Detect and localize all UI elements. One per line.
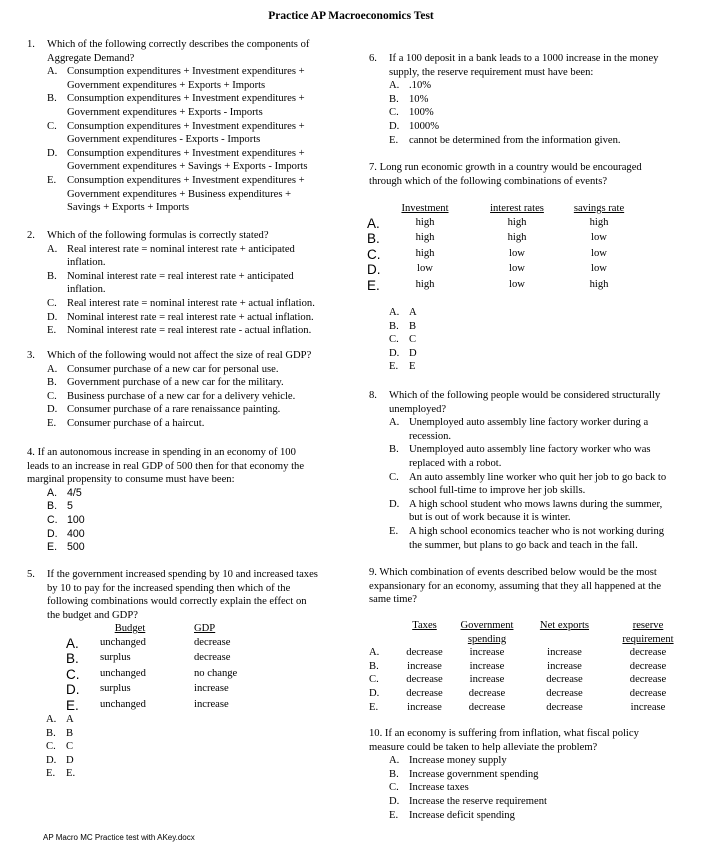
option-letter: A. — [47, 66, 58, 78]
table-header-row — [367, 202, 629, 216]
cell-budget: unchanged — [100, 636, 146, 648]
option-text: 5 — [67, 500, 73, 513]
option-text: B — [409, 320, 417, 332]
cell-res: decrease — [629, 647, 667, 659]
table-row[interactable] — [367, 262, 629, 278]
option-letter: A. — [389, 755, 400, 767]
option[interactable] — [27, 417, 357, 431]
option-letter: E. — [389, 134, 399, 146]
option-text: Government expenditures - Exports - Imports — [67, 134, 261, 146]
option[interactable] — [27, 390, 357, 404]
option-text: Increase deficit spending — [409, 809, 515, 821]
cell-gdp: decrease — [194, 652, 231, 664]
cell-net: decrease — [546, 687, 583, 699]
cell-net: increase — [547, 647, 582, 659]
option-letter: C. — [389, 334, 399, 346]
option-text: Increase money supply — [409, 755, 507, 767]
option-letter: B. — [47, 93, 57, 105]
option-text: A — [409, 307, 417, 318]
option-text: A high school economics teacher who is not working during — [409, 525, 665, 537]
option[interactable] — [27, 92, 347, 119]
table-row[interactable] — [66, 651, 237, 667]
cell-gov: increase — [469, 674, 505, 686]
option[interactable] — [369, 795, 699, 809]
option-text: 100% — [409, 107, 434, 119]
question-10 — [369, 727, 699, 822]
column-header: Budget — [114, 623, 146, 634]
stem-line: 10. If an economy is suffering from inflation, what fiscal policy — [369, 728, 639, 739]
option-letter: E. — [47, 417, 57, 429]
row-letter: E. — [66, 697, 79, 713]
row-letter: E. — [367, 277, 380, 293]
cell-savings: low — [591, 247, 607, 259]
answer-option[interactable] — [27, 767, 75, 781]
option-text: but is out of work because it is winter. — [409, 512, 571, 524]
answer-option[interactable] — [369, 347, 417, 361]
row-letter: A. — [66, 635, 79, 651]
option[interactable] — [27, 311, 357, 325]
option-letter: E. — [389, 361, 399, 373]
option-letter: D. — [47, 147, 58, 159]
option[interactable] — [27, 514, 357, 528]
option-text: Government expenditures + Savings + Exports - Imports — [67, 161, 308, 173]
question-1 — [27, 38, 347, 215]
option-text: Nominal interest rate = real interest rate - actual inflation. — [67, 325, 312, 337]
column-header: Government spending — [460, 620, 514, 645]
option-text: Consumption expenditures + Investment expenditures + — [67, 93, 305, 105]
column-header: GDP — [194, 623, 216, 634]
cell-savings: high — [589, 216, 609, 228]
option[interactable] — [369, 416, 699, 443]
option-letter: C. — [389, 782, 399, 794]
option-letter: B. — [47, 270, 57, 282]
option-letter: A. — [46, 714, 57, 725]
row-letter: E. — [369, 701, 379, 713]
cell-gov: increase — [469, 647, 505, 659]
option-text: Savings + Exports + Imports — [67, 202, 190, 214]
page-title: Practice AP Macroeconomics Test — [268, 10, 434, 22]
option-text: 500 — [67, 541, 85, 554]
cell-interest: high — [507, 216, 527, 228]
cell-taxes: decrease — [406, 647, 443, 659]
cell-net: decrease — [546, 701, 583, 713]
option-letter: E. — [389, 809, 399, 821]
cell-gov: increase — [469, 660, 505, 672]
option[interactable] — [27, 528, 357, 542]
option[interactable] — [27, 65, 347, 92]
question-6 — [369, 52, 699, 147]
option-letter: C. — [46, 741, 56, 753]
cell-taxes: decrease — [406, 674, 443, 686]
question-stem: Which of the following formulas is correctly stated? — [47, 230, 269, 241]
question-number: 1. — [27, 39, 35, 50]
option-letter: D. — [47, 527, 58, 540]
answer-option[interactable] — [369, 306, 417, 320]
option-text: Government expenditures + Exports - Imports — [67, 106, 263, 118]
option-text: Consumption expenditures + Investment expenditures + — [67, 120, 305, 132]
stem-line: measure could be taken to help alleviate the problem? — [369, 741, 598, 753]
row-letter: C. — [66, 666, 80, 682]
option-text: 100 — [67, 513, 85, 526]
option-text: 400 — [67, 527, 85, 540]
q7-table — [367, 202, 629, 293]
cell-gdp: increase — [194, 683, 229, 695]
stem-line: leads to an increase in real GDP of 500 then for that economy the — [27, 460, 305, 472]
stem-line: 4. If an autonomous increase in spending in an economy of 100 — [27, 447, 296, 458]
option[interactable] — [369, 809, 699, 823]
option-text: Increase the reserve requirement — [409, 795, 547, 807]
question-number: 5. — [27, 569, 35, 580]
option-text: 1000% — [409, 120, 440, 132]
option[interactable] — [369, 768, 699, 782]
option[interactable] — [27, 297, 357, 311]
row-letter: B. — [369, 660, 379, 672]
option-letter: D. — [47, 404, 58, 416]
question-5 — [27, 568, 357, 622]
column-header: reserve requirement — [622, 620, 674, 645]
option-text: Unemployed auto assembly line factory worker who was — [409, 444, 651, 456]
option-text: the summer, but plans to go back and teach in the fall. — [409, 539, 638, 551]
q7-answer-list — [369, 306, 417, 374]
option-text: inflation. — [67, 284, 106, 296]
option-text: Consumer purchase of a new car for personal use. — [67, 363, 279, 375]
stem-line: Which of the following people would be considered structurally — [389, 390, 661, 401]
option-text: Consumption expenditures + Investment expenditures + — [67, 147, 305, 159]
option-text: recession. — [409, 430, 452, 442]
option-letter: C. — [47, 390, 57, 402]
option-text: D — [66, 754, 74, 766]
option-letter: B. — [389, 444, 399, 456]
question-number: 3. — [27, 350, 35, 361]
option[interactable] — [369, 754, 699, 768]
option-letter: E. — [47, 325, 57, 337]
option-letter: B. — [389, 93, 399, 105]
cell-budget: unchanged — [100, 667, 146, 679]
stem-line: If a 100 deposit in a bank leads to a 1000 increase in the money — [389, 53, 659, 64]
option-letter: A. — [47, 486, 58, 499]
options-list — [27, 65, 347, 215]
table-row[interactable] — [367, 231, 629, 247]
document-footer: AP Macro MC Practice test with AKey.docx — [43, 833, 195, 842]
row-letter: B. — [66, 651, 79, 667]
stem-line: expansionary for an economy, assuming that they all happened at the — [369, 580, 662, 592]
option-letter: B. — [47, 377, 57, 389]
option[interactable] — [27, 243, 357, 270]
table-row[interactable] — [66, 636, 237, 652]
answer-option[interactable] — [27, 713, 75, 727]
cell-savings: low — [591, 232, 607, 244]
question-stem: Which of the following correctly describes the components of Aggregate Demand? — [47, 39, 310, 64]
option[interactable] — [27, 174, 347, 215]
question-number: 2. — [27, 230, 35, 241]
cell-gdp: no change — [194, 667, 238, 679]
option-text: .10% — [409, 80, 432, 92]
answer-option[interactable] — [369, 360, 417, 374]
option-text: Government purchase of a new car for the military. — [67, 377, 284, 389]
stem-line: 9. Which combination of events described below would be the most — [369, 567, 657, 578]
row-letter: C. — [369, 674, 379, 686]
option[interactable] — [369, 525, 699, 552]
cell-taxes: increase — [407, 701, 442, 713]
question-9 — [369, 566, 699, 607]
cell-taxes: decrease — [406, 687, 443, 699]
option-text: C — [409, 334, 417, 346]
table-row[interactable] — [66, 682, 237, 698]
option-text: A — [66, 714, 74, 725]
option-text: Government expenditures + Business expenditures + — [67, 188, 292, 200]
option-letter: C. — [47, 513, 58, 526]
cell-res: increase — [630, 701, 666, 713]
cell-budget: unchanged — [100, 698, 146, 710]
option[interactable] — [369, 120, 699, 134]
cell-interest: low — [509, 247, 525, 259]
cell-gdp: increase — [194, 698, 229, 710]
option-text: Unemployed auto assembly line factory worker during a — [409, 417, 649, 429]
question-number: 6. — [369, 53, 377, 64]
cell-investment: low — [417, 263, 433, 275]
cell-res: decrease — [629, 674, 667, 686]
option-letter: E. — [389, 525, 399, 537]
cell-net: increase — [547, 660, 582, 672]
option[interactable] — [369, 134, 699, 148]
column-header: Net exports — [539, 620, 590, 631]
stem-line: If the government increased spending by 10 and increased taxes — [47, 569, 318, 580]
option-text: cannot be determined from the information given. — [409, 134, 621, 146]
cell-gov: decrease — [468, 701, 506, 713]
option[interactable] — [27, 376, 357, 390]
option-letter: D. — [47, 311, 58, 323]
option-letter: D. — [46, 754, 57, 766]
option[interactable] — [369, 781, 699, 795]
answer-option[interactable] — [27, 740, 75, 754]
cell-gdp: decrease — [194, 636, 231, 648]
row-letter: B. — [367, 231, 380, 247]
option-letter: B. — [46, 727, 56, 739]
option[interactable] — [369, 443, 699, 470]
row-letter: D. — [369, 687, 380, 699]
stem-line: the budget and GDP? — [47, 609, 138, 621]
option-text: Consumption expenditures + Investment expenditures + — [67, 174, 305, 186]
table-row[interactable] — [369, 701, 689, 715]
stem-line: through which of the following combinations of events? — [369, 175, 608, 187]
option-text: 10% — [409, 93, 429, 105]
option[interactable] — [369, 471, 699, 498]
option-letter: A. — [389, 80, 400, 92]
question-stem: Which of the following would not affect the size of real GDP? — [47, 350, 312, 361]
stem-line: marginal propensity to consume must have been: — [27, 474, 235, 486]
cell-interest: low — [509, 263, 525, 275]
table-row[interactable] — [66, 667, 237, 683]
answer-option[interactable] — [369, 320, 417, 334]
row-letter: D. — [66, 682, 80, 698]
question-2 — [27, 229, 357, 338]
option[interactable] — [369, 106, 699, 120]
column-header: Taxes — [412, 620, 437, 631]
question-stem — [389, 389, 699, 416]
option-letter: D. — [389, 347, 400, 359]
question-number: 8. — [369, 390, 377, 401]
option-letter: B. — [389, 320, 399, 332]
cell-interest: high — [507, 232, 527, 244]
option-letter: D. — [389, 120, 400, 132]
stem-line: 7. Long run economic growth in a country would be encouraged — [369, 162, 642, 173]
question-stem — [47, 568, 357, 622]
q5-answer-list — [27, 713, 75, 781]
table-header-row — [66, 622, 237, 636]
column-header: interest rates — [490, 203, 544, 214]
cell-budget: surplus — [100, 683, 131, 695]
option-text: D — [409, 347, 417, 359]
cell-gov: decrease — [468, 687, 506, 699]
option-text: Nominal interest rate = real interest rate + anticipated — [67, 270, 294, 282]
option[interactable] — [27, 541, 357, 555]
option-text: E. — [66, 768, 76, 780]
option[interactable] — [369, 93, 699, 107]
option-letter: A. — [389, 417, 400, 429]
option-text: Government expenditures + Exports + Imports — [67, 79, 266, 91]
table-header-row — [369, 619, 689, 646]
answer-option[interactable] — [27, 727, 75, 741]
table-row[interactable] — [66, 698, 237, 714]
option-letter: A. — [47, 243, 58, 255]
q5-table — [66, 622, 237, 713]
table-row[interactable] — [367, 216, 629, 232]
row-letter: A. — [367, 215, 380, 231]
option-text: replaced with a robot. — [409, 457, 502, 469]
option-letter: D. — [389, 795, 400, 807]
cell-investment: high — [415, 216, 435, 228]
stem-line: supply, the reserve requirement must have been: — [389, 66, 594, 78]
option-letter: E. — [46, 768, 56, 780]
option-letter: A. — [389, 307, 400, 318]
option[interactable] — [27, 270, 357, 297]
option-text: An auto assembly line worker who quit her job to go back to — [409, 471, 667, 483]
cell-investment: high — [415, 232, 435, 244]
option-text: E — [409, 361, 416, 373]
option[interactable] — [27, 487, 357, 501]
option-text: Increase taxes — [409, 782, 469, 794]
option[interactable] — [27, 120, 347, 147]
q9-table — [369, 619, 689, 714]
answer-option[interactable] — [369, 333, 417, 347]
stem-line: unemployed? — [389, 403, 447, 415]
question-8 — [369, 389, 699, 552]
table-row[interactable] — [369, 660, 689, 674]
cell-interest: low — [509, 278, 525, 290]
option[interactable] — [27, 500, 357, 514]
column-header: Investment — [401, 203, 449, 214]
table-row[interactable] — [369, 673, 689, 687]
cell-savings: high — [589, 278, 609, 290]
option-letter: E. — [47, 541, 58, 554]
option-letter: B. — [47, 500, 58, 513]
table-row[interactable] — [367, 247, 629, 263]
option-text: Consumer purchase of a rare renaissance painting. — [67, 404, 281, 416]
column-header: savings rate — [573, 203, 625, 214]
row-letter: D. — [367, 262, 381, 278]
option-letter: D. — [389, 498, 400, 510]
stem-line: following combinations would correctly explain the effect on — [47, 596, 307, 608]
cell-res: decrease — [629, 660, 667, 672]
option-text: Increase government spending — [409, 768, 539, 780]
option[interactable] — [27, 147, 347, 174]
table-row[interactable] — [369, 687, 689, 701]
answer-option[interactable] — [27, 754, 75, 768]
row-letter: A. — [369, 647, 380, 659]
option-text: school full-time to improve her job skills. — [409, 485, 586, 497]
option[interactable] — [27, 363, 357, 377]
option-text: C — [66, 741, 74, 753]
option-letter: C. — [47, 120, 57, 132]
table-row[interactable] — [367, 278, 629, 294]
option-letter: C. — [47, 297, 57, 309]
option-text: Consumer purchase of a haircut. — [67, 417, 205, 429]
option-text: A high school student who mows lawns during the summer, — [409, 498, 663, 510]
option[interactable] — [369, 498, 699, 525]
option-letter: C. — [389, 471, 399, 483]
cell-res: decrease — [629, 687, 667, 699]
cell-investment: high — [415, 278, 435, 290]
question-4 — [27, 446, 357, 555]
option-letter: E. — [47, 174, 57, 186]
cell-net: decrease — [546, 674, 583, 686]
option-text: B — [66, 727, 74, 739]
stem-line: by 10 to pay for the increased spending then which of the — [47, 582, 291, 594]
stem-line: same time? — [369, 594, 417, 606]
option-letter: A. — [47, 363, 58, 375]
cell-investment: high — [415, 247, 435, 259]
option[interactable] — [369, 79, 699, 93]
table-row[interactable] — [369, 646, 689, 660]
cell-savings: low — [591, 263, 607, 275]
question-stem — [27, 446, 357, 487]
option-text: inflation. — [67, 257, 106, 269]
option[interactable] — [27, 403, 357, 417]
cell-taxes: increase — [407, 660, 442, 672]
row-letter: C. — [367, 246, 381, 262]
question-3 — [27, 349, 357, 431]
option-text: Consumption expenditures + Investment expenditures + — [67, 66, 305, 78]
option-text: Business purchase of a new car for a delivery vehicle. — [67, 390, 296, 402]
option-text: 4/5 — [67, 486, 82, 499]
option[interactable] — [27, 324, 357, 338]
question-7 — [369, 161, 699, 188]
cell-budget: surplus — [100, 652, 131, 664]
question-stem — [389, 52, 699, 79]
option-text: Nominal interest rate = real interest rate + actual inflation. — [67, 311, 314, 323]
option-text: Real interest rate = nominal interest rate + anticipated — [67, 243, 295, 255]
option-text: Real interest rate = nominal interest rate + actual inflation. — [67, 297, 315, 309]
option-letter: B. — [389, 768, 399, 780]
option-letter: C. — [389, 107, 399, 119]
